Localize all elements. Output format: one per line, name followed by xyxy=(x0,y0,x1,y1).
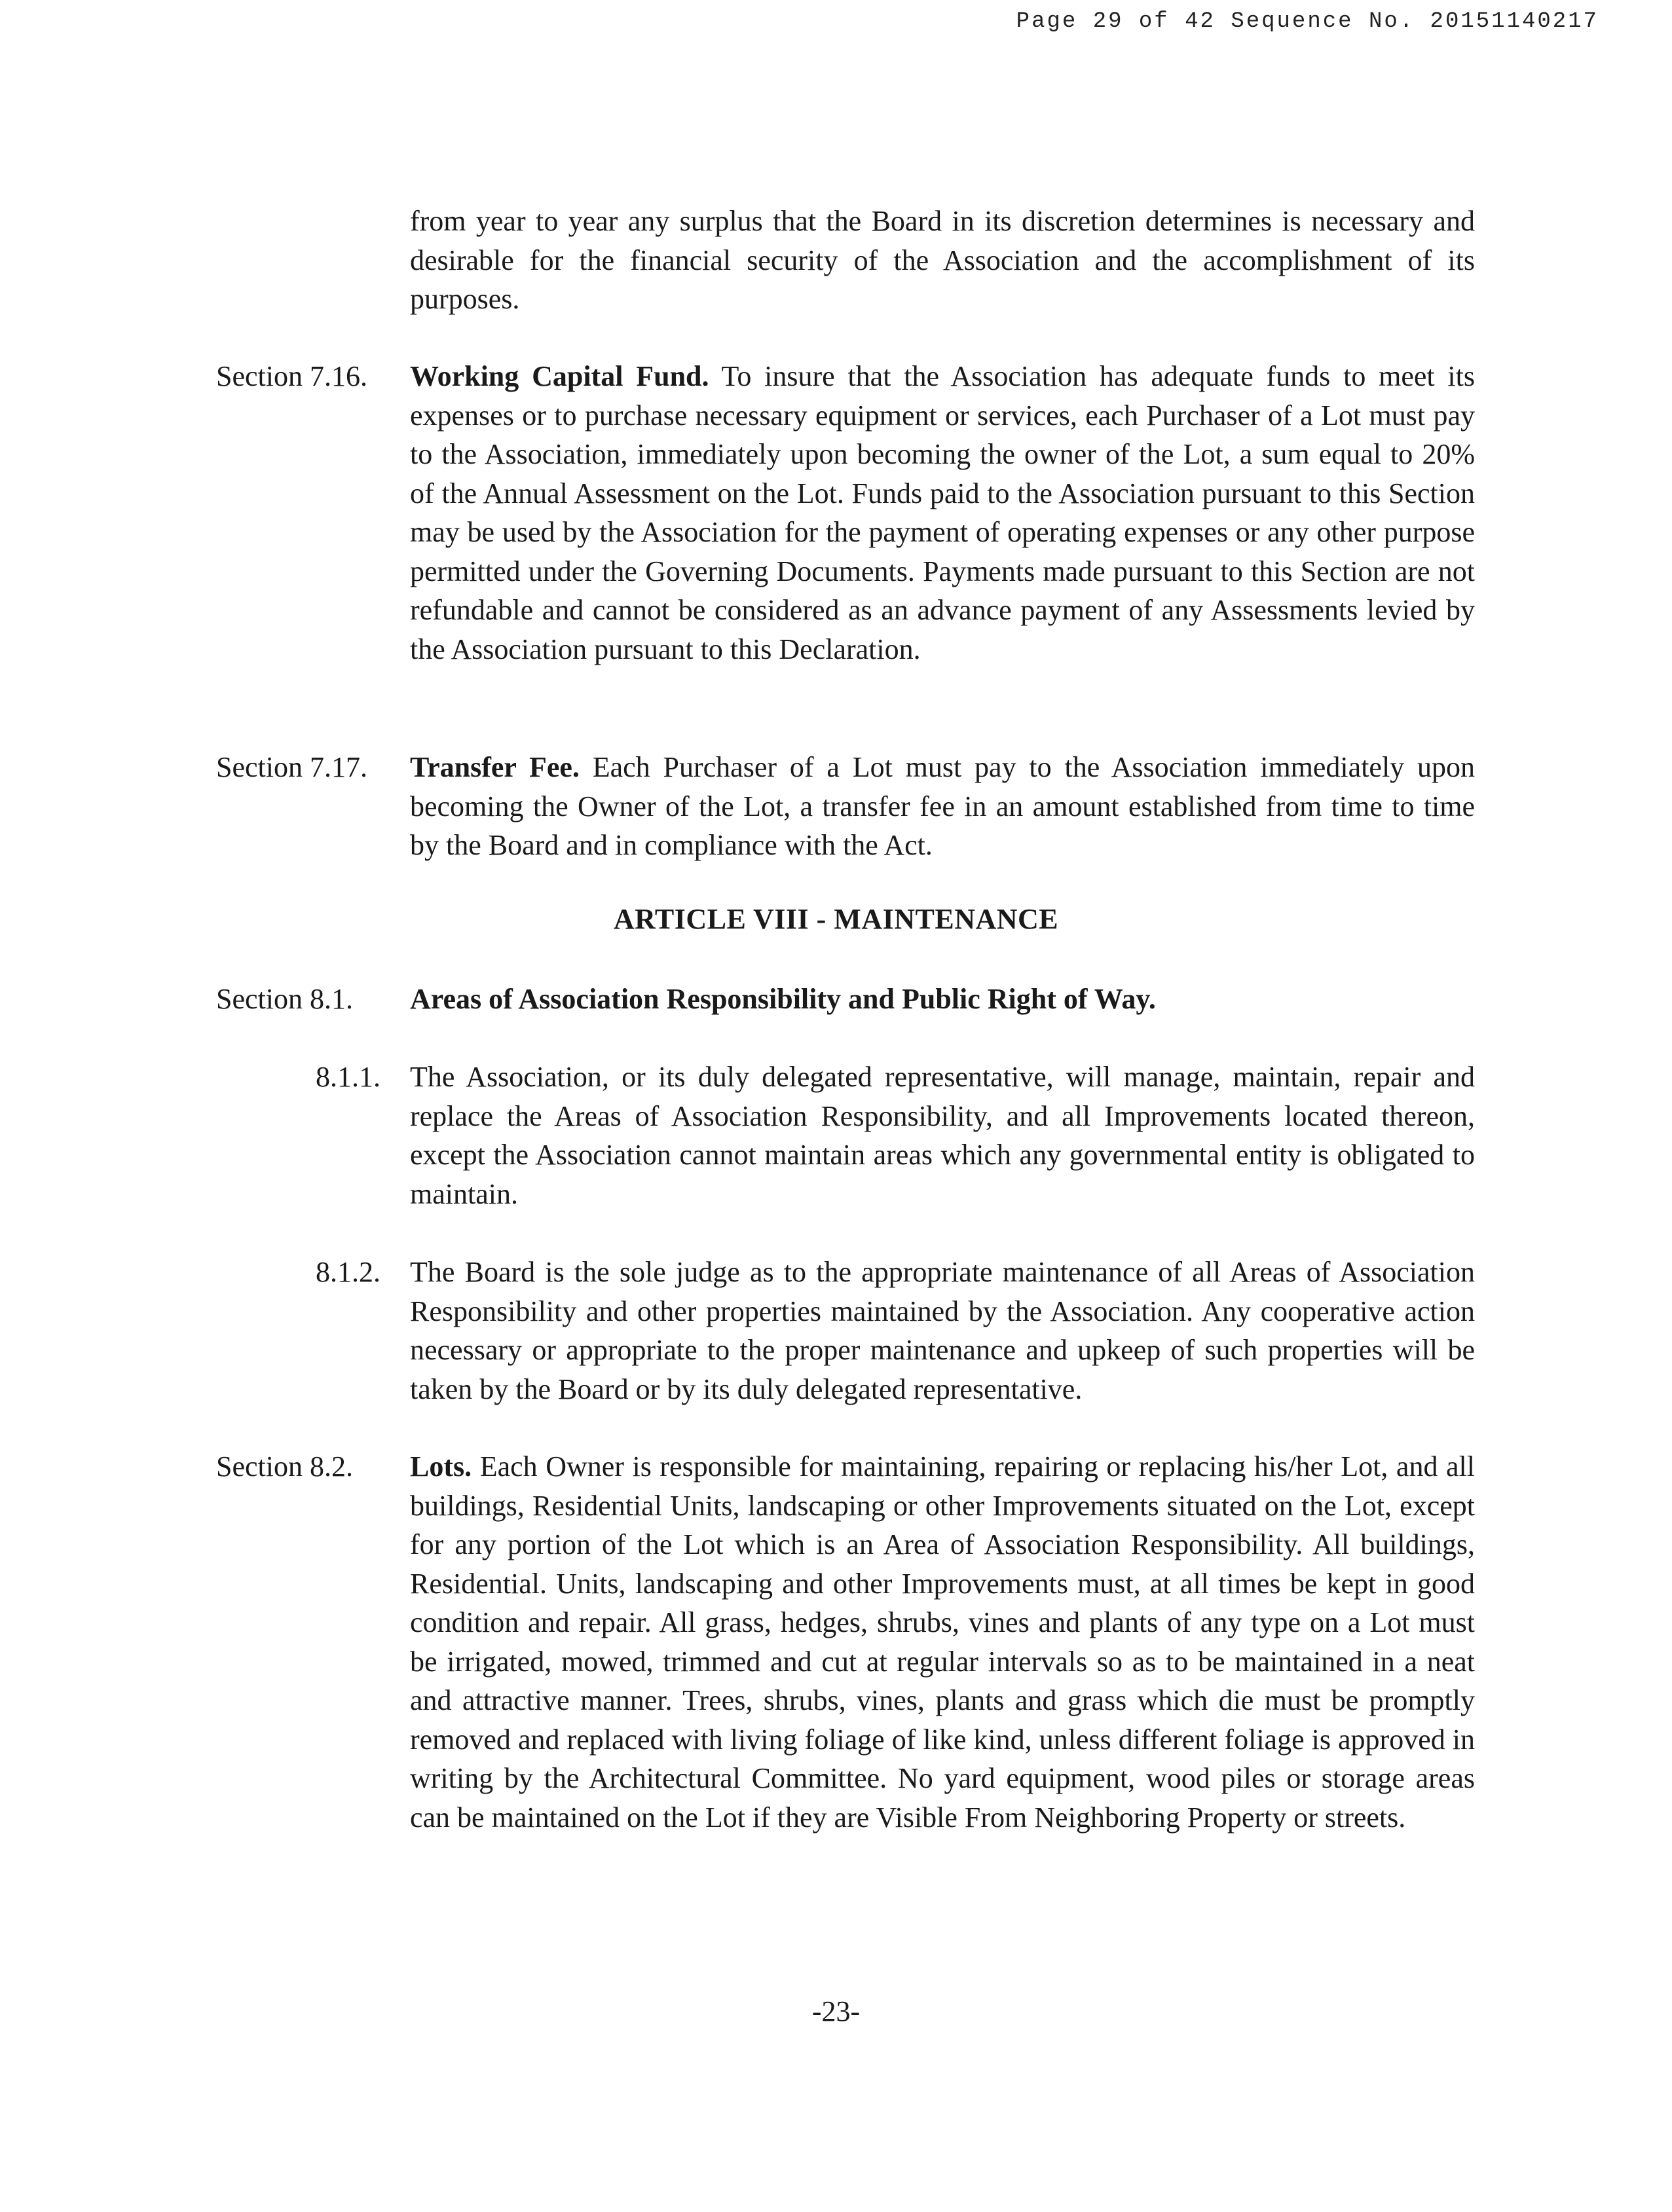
section-7-16-title: Working Capital Fund. xyxy=(410,360,709,392)
section-8-2-label: Section 8.2. xyxy=(216,1450,353,1483)
subsection-8-1-2-label: 8.1.2. xyxy=(316,1256,381,1288)
subsection-8-1-2 xyxy=(410,1253,1475,1409)
section-7-16-text: To insure that the Association has adequate funds to meet its expenses or to purchase necessary equipment or services, each Purchaser of a Lot must pay to the Association, immediately upon becoming the owner of the Lot, a sum equal to 20% of the Annual Assessment on the Lot. Funds paid to the Association pursuant to this Section may be used by the Association for the payment of operating expenses or any other purpose permitted under the Governing Documents. Payments made pursuant to this Section are not refundable and cannot be considered as an advance payment of any Assessments levied by the Association pursuant to this Declaration. xyxy=(410,360,1476,665)
page-number: -23- xyxy=(811,1995,861,2027)
section-7-17-title: Transfer Fee. xyxy=(410,751,580,783)
continuation-paragraph xyxy=(410,202,1475,319)
section-7-16-label: Section 7.16. xyxy=(216,360,367,392)
subsection-8-1-1-label: 8.1.1. xyxy=(316,1061,381,1093)
section-7-17-text: Each Purchaser of a Lot must pay to the Association immediately upon becoming the Owner of the Lot, a transfer fee in an amount established from time to time by the Board and in compliance with the Act. xyxy=(410,751,1476,861)
section-8-1-title: Areas of Association Responsibility and Public Right of Way. xyxy=(410,983,1156,1015)
section-8-1 xyxy=(410,980,1475,1019)
section-8-2 xyxy=(410,1447,1475,1837)
subsection-8-1-2-text: The Board is the sole judge as to the appropriate maintenance of all Areas of Association Responsibility and other properties maintained by the Association. Any cooperative action necessary or appropriate to the proper maintenance and upkeep of such properties will be taken by the Board or by its duly delegated representative. xyxy=(410,1256,1475,1405)
section-7-17-label: Section 7.17. xyxy=(216,751,367,783)
section-7-16 xyxy=(410,357,1475,669)
section-7-17 xyxy=(410,748,1475,865)
page-header: Page 29 of 42 Sequence No. 20151140217 xyxy=(1016,9,1599,34)
section-8-2-title: Lots. xyxy=(410,1450,472,1483)
article-heading: ARTICLE VIII - MAINTENANCE xyxy=(613,903,1059,935)
section-8-1-label: Section 8.1. xyxy=(216,983,353,1015)
section-8-2-text: Each Owner is responsible for maintaining, repairing or replacing his/her Lot, and all buildings, Residential Units, landscaping or other Improvements situated on the Lot, except for any portion of the Lot which is an Area of Association Responsibility. All buildings, Residential. Units, landscaping and other Improvements must, at all times be kept in good condition and repair. All grass, hedges, shrubs, vines and plants of any type on a Lot must be irrigated, mowed, trimmed and cut at regular intervals so as to be maintained in a neat and attractive manner. Trees, shrubs, vines, plants and grass which die must be promptly removed and replaced with living foliage of like kind, unless different foliage is approved in writing by the Architectural Committee. No yard equipment, wood piles or storage areas can be maintained on the Lot if they are Visible From Neighboring Property or streets. xyxy=(410,1450,1475,1834)
subsection-8-1-1 xyxy=(410,1058,1475,1213)
continuation-text: from year to year any surplus that the Board in its discretion determines is necessary and desirable for the financial security of the Association and the accomplishment of its purposes. xyxy=(410,205,1475,315)
subsection-8-1-1-text: The Association, or its duly delegated representative, will manage, maintain, repair and replace the Areas of Association Responsibility, and all Improvements located thereon, except the Association cannot maintain areas which any governmental entity is obligated to maintain. xyxy=(410,1061,1475,1210)
